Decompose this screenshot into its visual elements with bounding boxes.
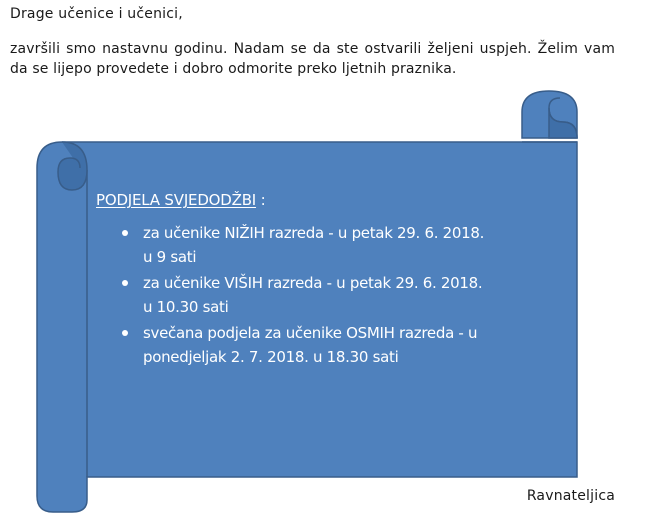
schedule-item bbox=[122, 321, 553, 369]
scroll-heading bbox=[96, 189, 566, 211]
schedule-item bbox=[122, 221, 553, 269]
schedule-item bbox=[122, 271, 553, 319]
schedule-item-line-1: svečana podjela za učenike OSMIH razreda - u bbox=[143, 324, 478, 342]
schedule-item-line-2: u 9 sati bbox=[143, 248, 197, 266]
bullet-icon bbox=[122, 230, 128, 236]
greeting-text: Drage učenice i učenici, bbox=[10, 6, 183, 22]
schedule-item-line-2: u 10.30 sati bbox=[143, 298, 229, 316]
schedule-item-line-1: za učenike VIŠIH razreda - u petak 29. 6. 2018. bbox=[143, 274, 483, 292]
intro-paragraph-line-1: završili smo nastavnu godinu. Nadam se da ste ostvarili željeni uspjeh. bbox=[10, 41, 532, 57]
intro-paragraph-line-2: Želim vam da se lijepo provedete i dobro odmorite preko ljetnih praznika. bbox=[10, 41, 615, 77]
schedule-item-line-1: za učenike NIŽIH razreda - u petak 29. 6. 2018. bbox=[143, 224, 485, 242]
scroll-heading-colon: : bbox=[256, 191, 266, 209]
signature-text: Ravnateljica bbox=[526, 488, 615, 504]
bullet-icon bbox=[122, 330, 128, 336]
schedule-item-line-2: ponedjeljak 2. 7. 2018. u 18.30 sati bbox=[143, 348, 399, 366]
schedule-list bbox=[96, 221, 566, 369]
scroll-heading-title: PODJELA SVJEDODŽBI bbox=[96, 191, 257, 209]
scroll-content bbox=[96, 189, 566, 371]
bullet-icon bbox=[122, 280, 128, 286]
